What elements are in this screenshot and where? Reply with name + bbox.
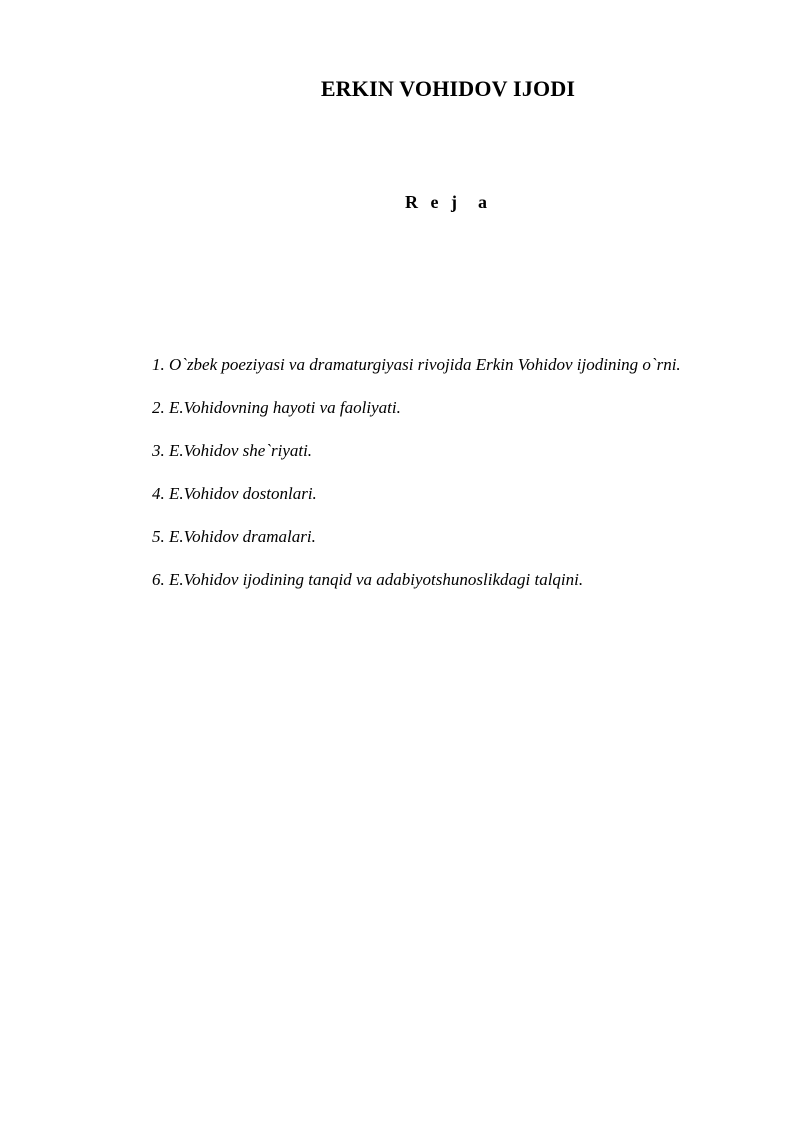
plan-item: 4. E.Vohidov dostonlari. xyxy=(152,484,317,503)
plan-item: 2. E.Vohidovning hayoti va faoliyati. xyxy=(152,398,401,417)
plan-item: 3. E.Vohidov she`riyati. xyxy=(152,441,313,460)
plan-heading: R e j a xyxy=(405,192,491,212)
plan-item: 5. E.Vohidov dramalari. xyxy=(152,527,316,546)
plan-item: 1. O`zbek poeziyasi va dramaturgiyasi rivojida Erkin Vohidov ijodining o`rni. xyxy=(152,355,681,374)
plan-list xyxy=(152,352,772,610)
document-title: ERKIN VOHIDOV IJODI xyxy=(320,76,576,101)
plan-item: 6. E.Vohidov ijodining tanqid va adabiyotshunoslikdagi talqini. xyxy=(152,570,584,589)
